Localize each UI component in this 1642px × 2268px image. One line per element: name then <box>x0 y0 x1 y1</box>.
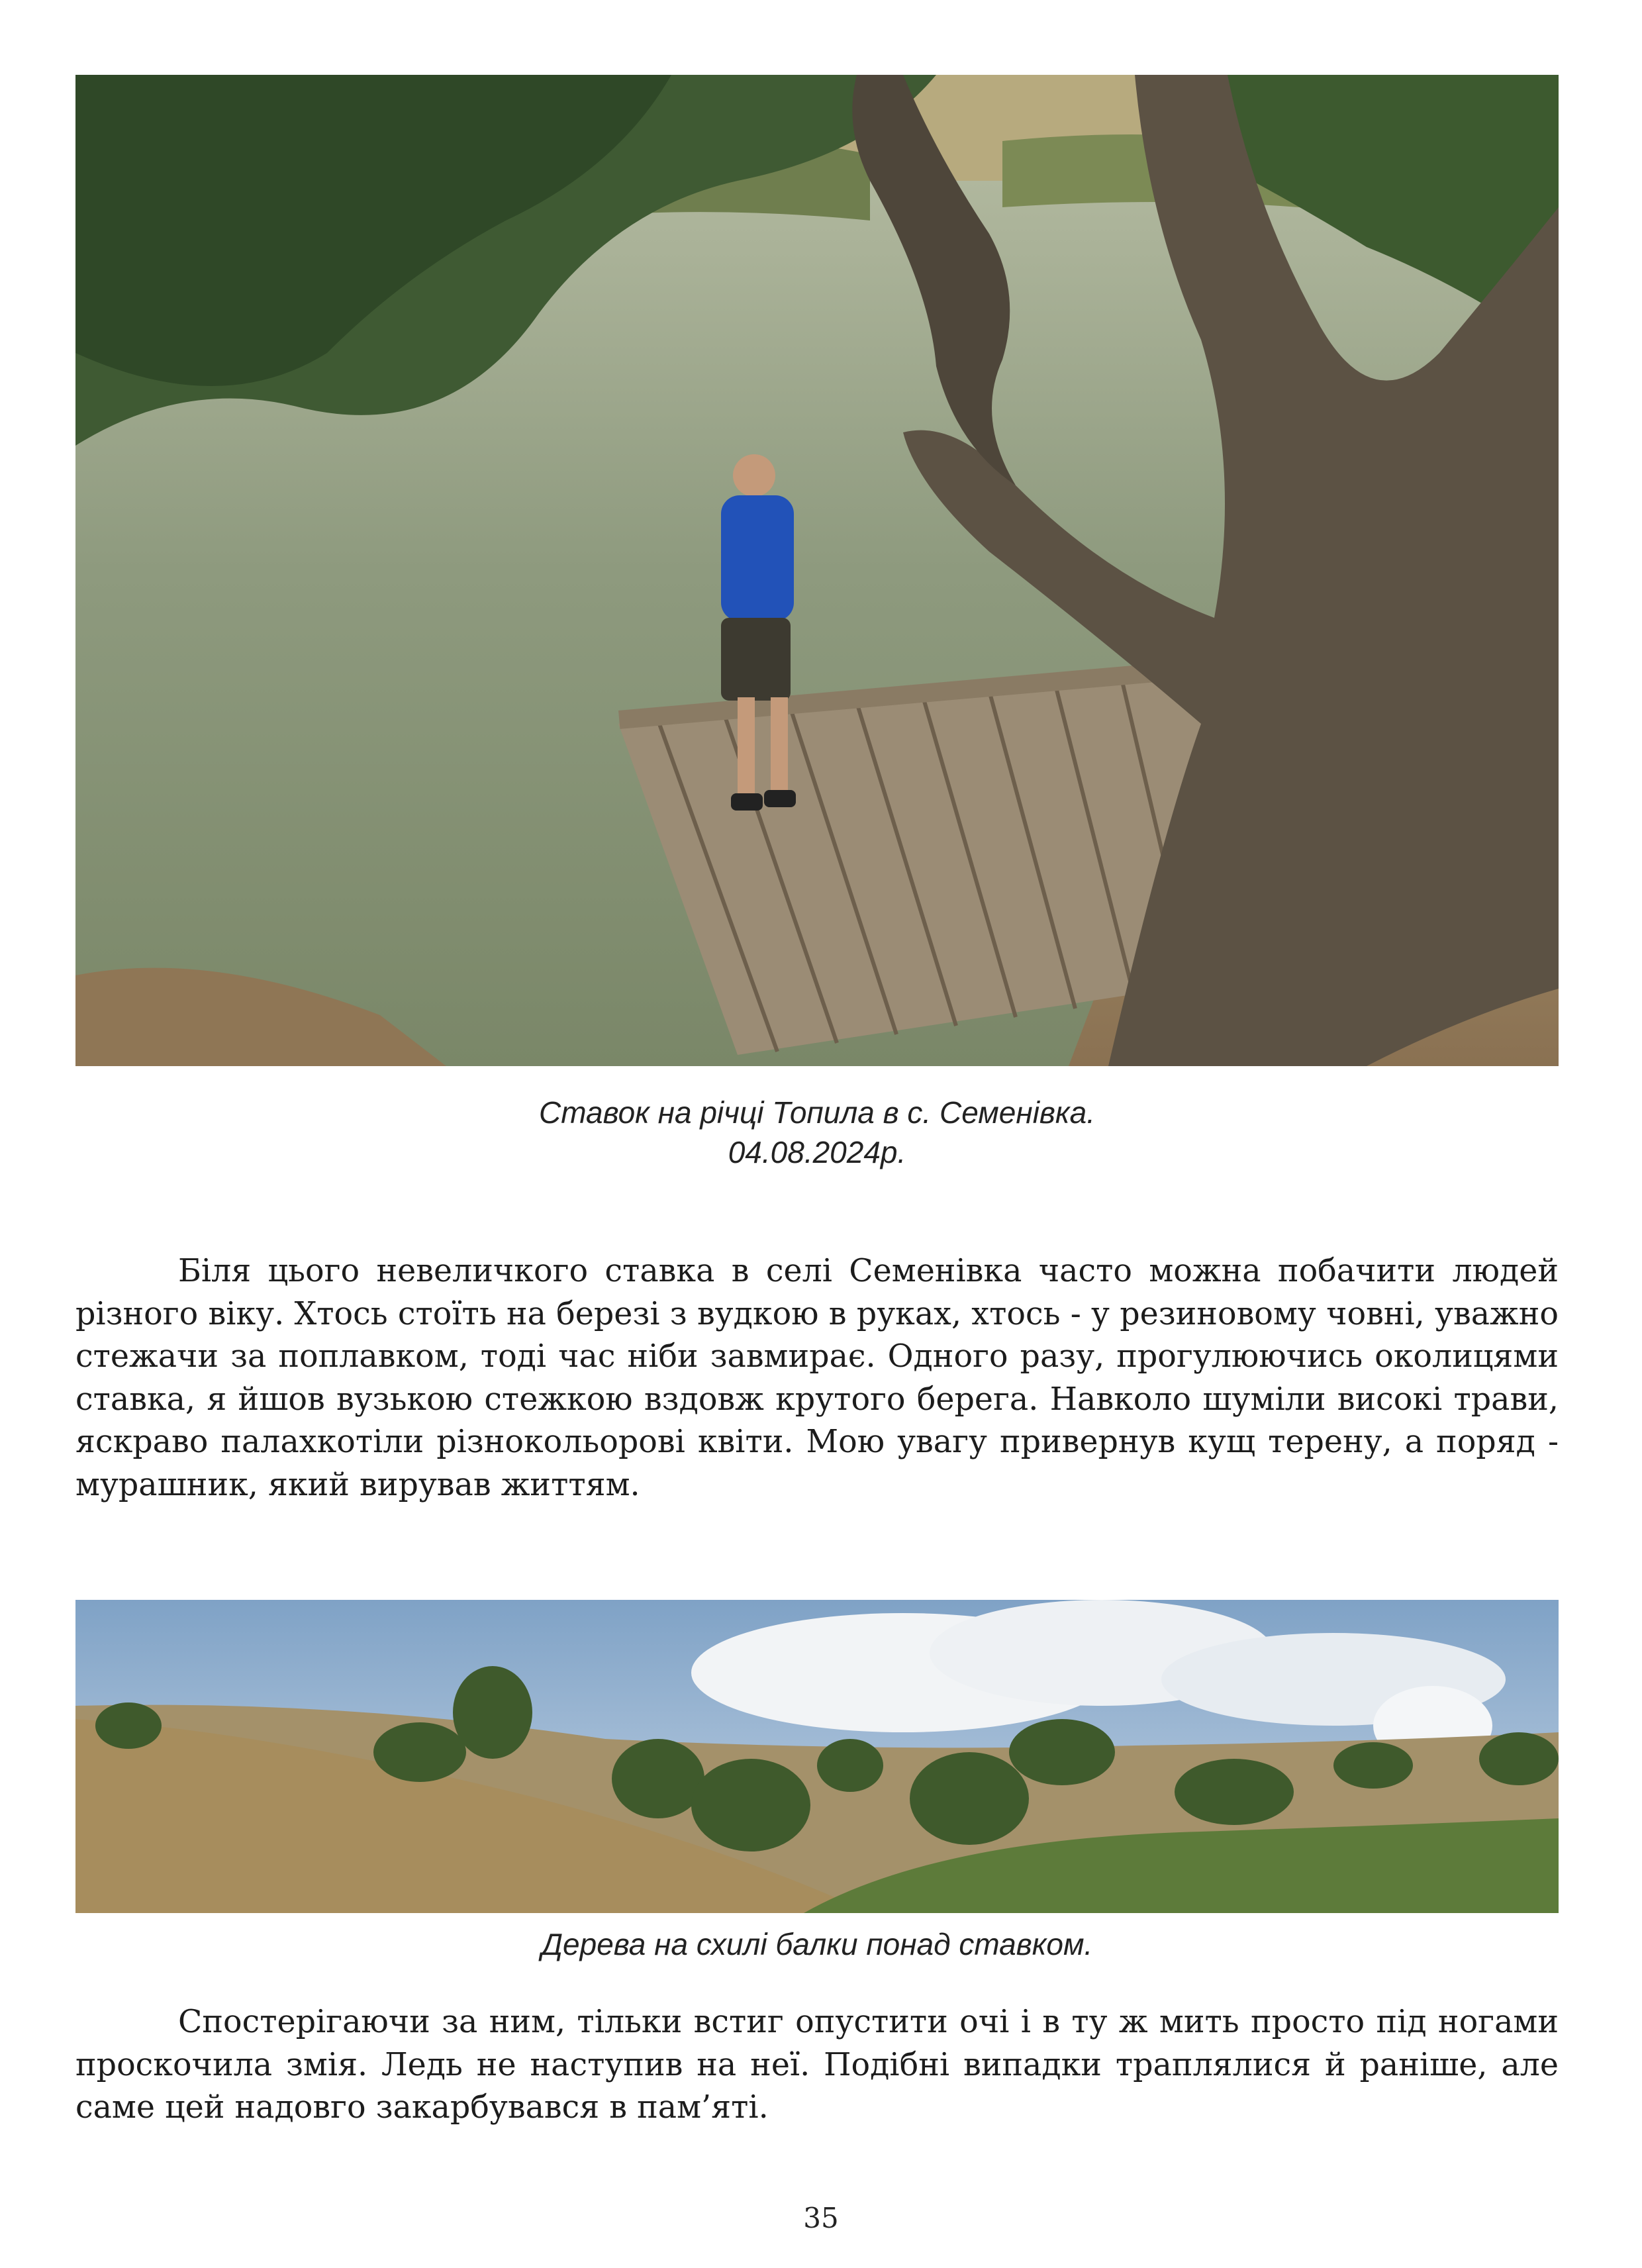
pond-photo <box>75 75 1559 1066</box>
pond-photo-image <box>75 75 1559 1066</box>
figure-caption-1-line-1: Ставок на річці Топила в с. Семенівка. <box>538 1095 1096 1130</box>
figure-caption-2 <box>75 1924 1559 1964</box>
figure-caption-2-line-1: Дерева на схилі балки понад ставком. <box>541 1927 1093 1961</box>
hill-photo <box>75 1600 1559 1913</box>
paragraph-2: Спостерігаючи за ним, тільки встиг опустити очі і в ту ж мить просто під ногами проскочила змія. Ледь не наступив на неї. Подібні випадки траплялися й раніше, але саме цей надовго закарбувався в пам’яті. <box>75 2004 1559 2126</box>
figure-caption-1-line-2: 04.08.2024р. <box>728 1135 906 1169</box>
hill-photo-image <box>75 1600 1559 1913</box>
paragraph-1: Біля цього невеличкого ставка в селі Семенівка часто можна побачити людей різного віку. Хтось стоїть на березі з вудкою в руках, хтось - у резиновому човні, уважно стежачи за поплавком, тоді час ніби завмирає. Одного разу, прогулюючись околицями ставка, я йшов вузькою стежкою вздовж крутого берега. Навколо шуміли високі трави, яскраво палахкотіли різнокольорові квіти. Мою увагу привернув кущ терену, а поряд - мурашник, який вирував життям. <box>75 1253 1559 1503</box>
page-number: 35 <box>803 2202 839 2234</box>
figure-caption-1 <box>75 1093 1559 1172</box>
